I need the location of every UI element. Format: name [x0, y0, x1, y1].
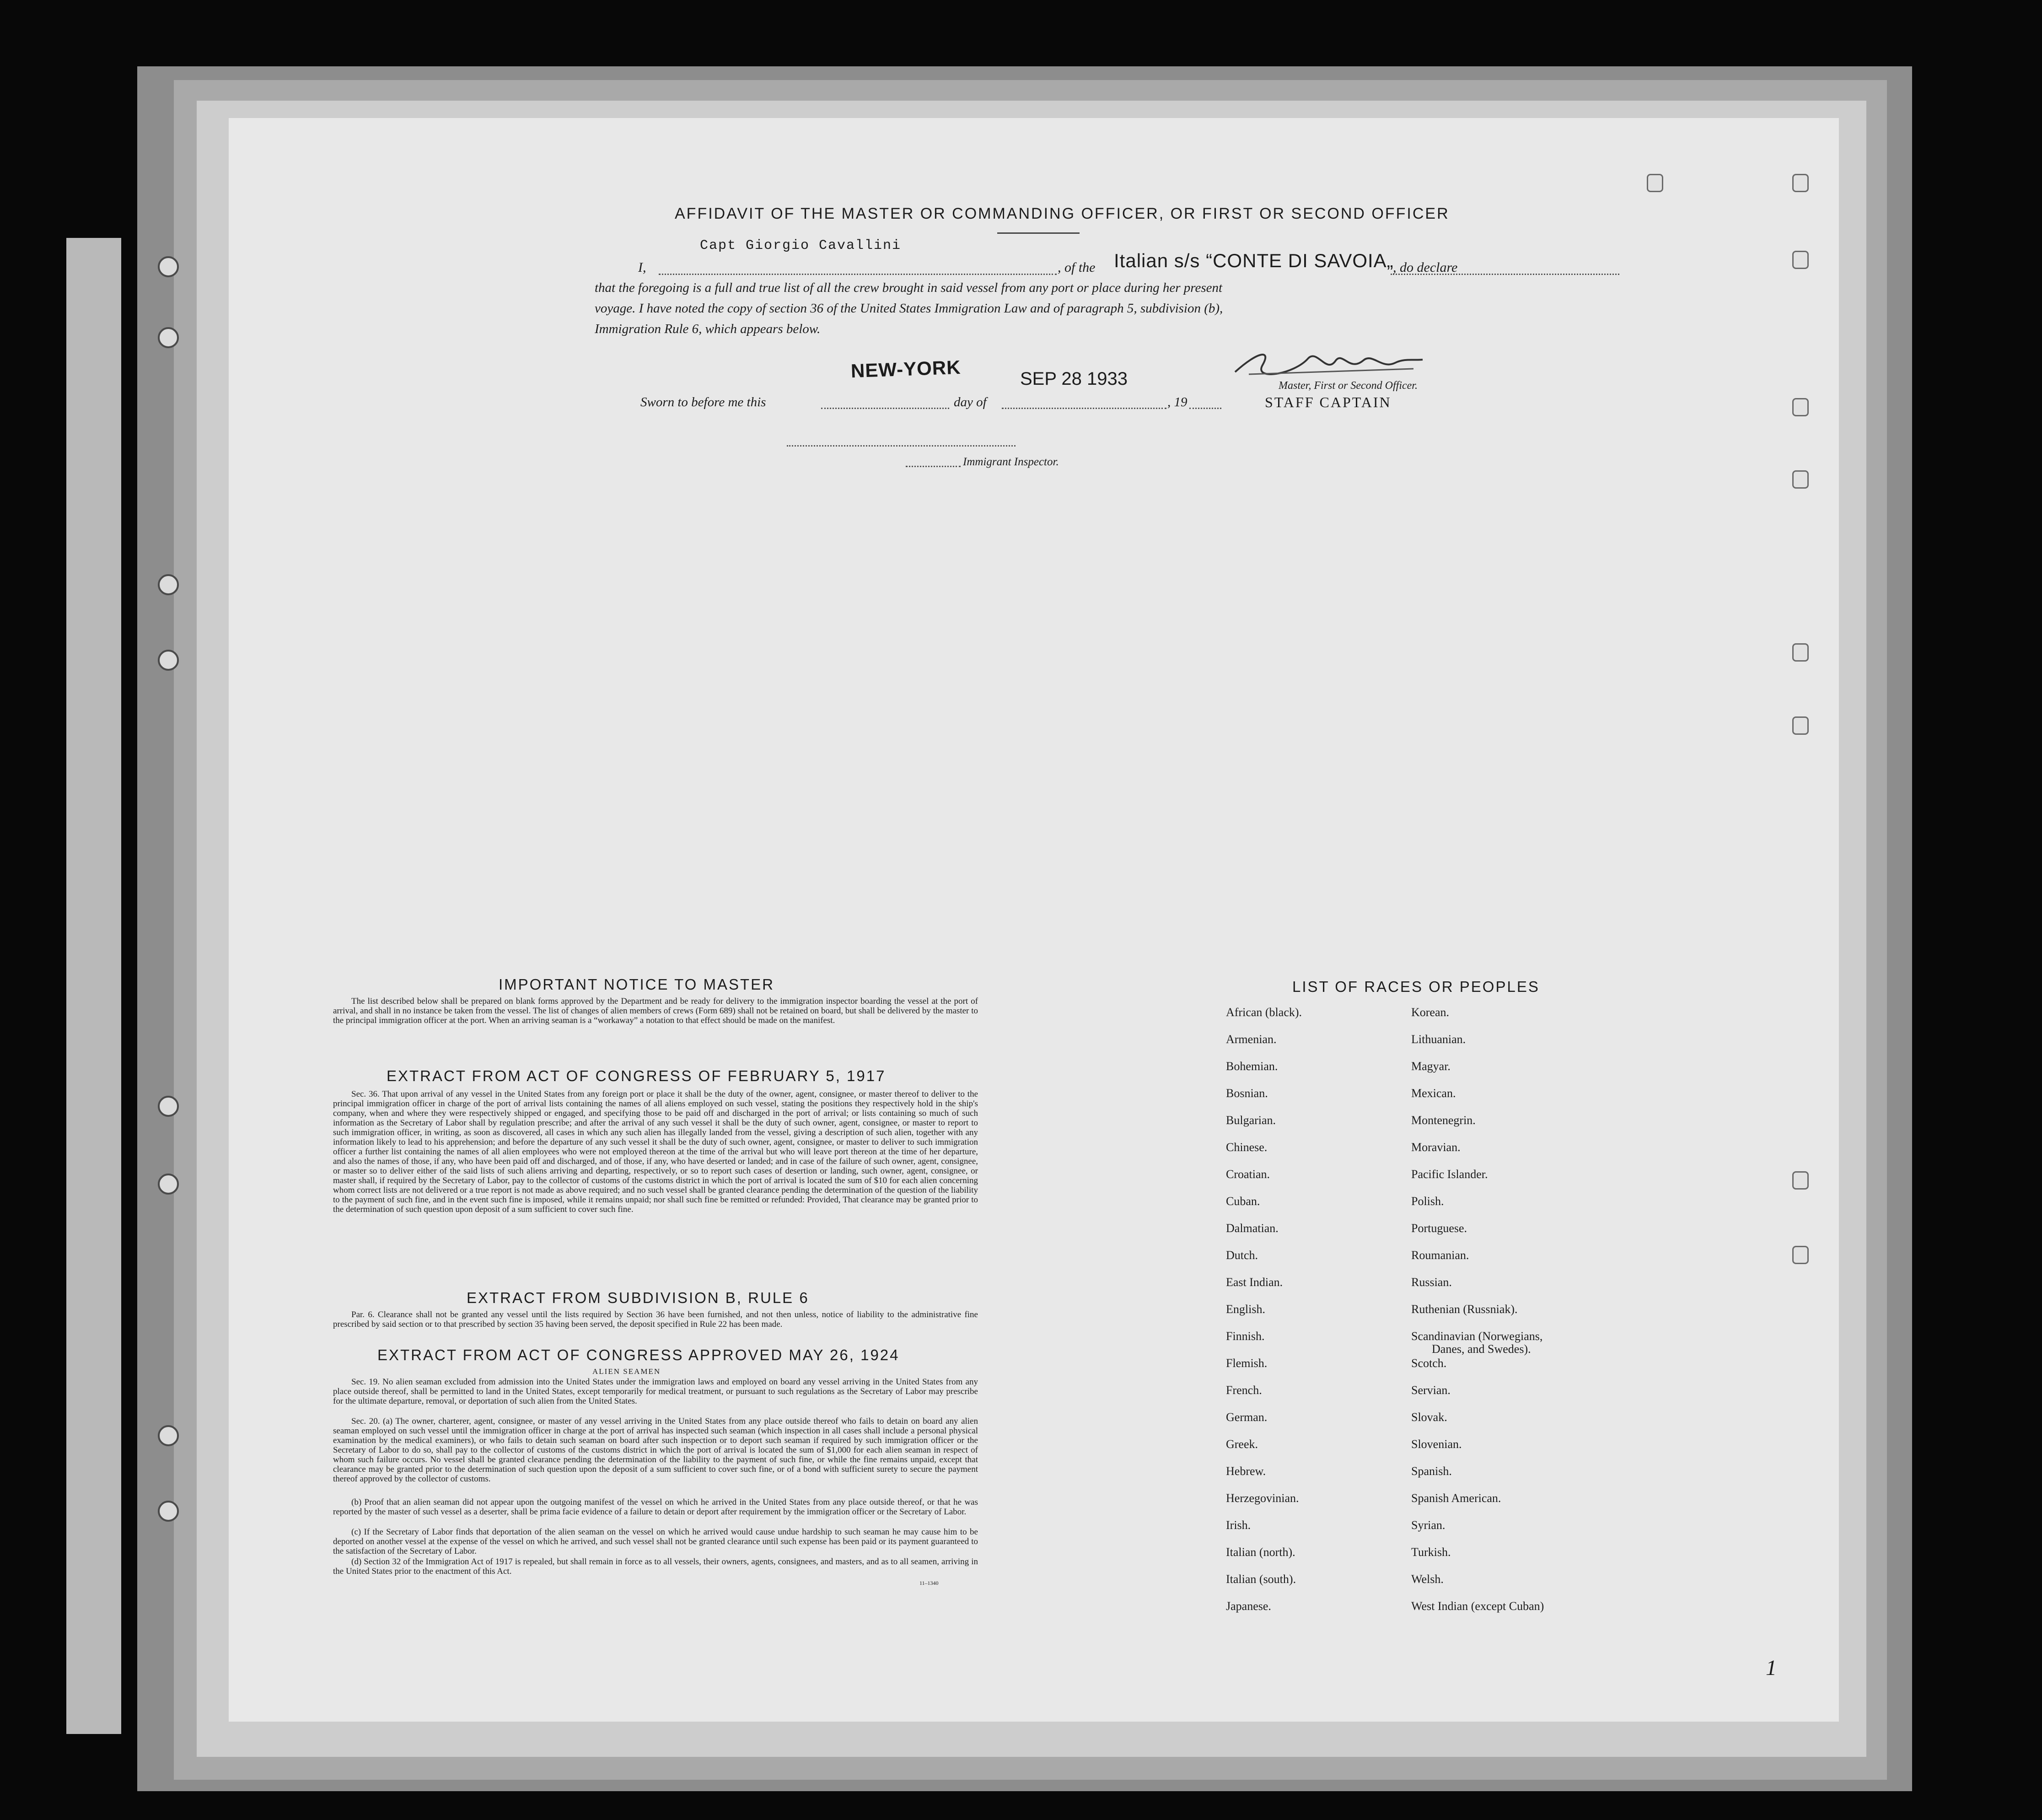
divider — [997, 232, 1080, 234]
race-item: Italian (north). — [1226, 1545, 1295, 1559]
affidavit-body-3: Immigration Rule 6, which appears below. — [595, 322, 821, 336]
race-item: West Indian (except Cuban) — [1411, 1599, 1544, 1613]
race-item: Turkish. — [1411, 1545, 1451, 1559]
punch-hole — [1792, 1171, 1809, 1190]
inspector-label: Immigrant Inspector. — [963, 456, 1059, 468]
race-item-continuation: Danes, and Swedes). — [1432, 1342, 1531, 1356]
race-item: Syrian. — [1411, 1518, 1446, 1532]
race-item: Spanish American. — [1411, 1492, 1501, 1505]
act-1924-sec20d: (d) Section 32 of the Immigration Act of 1917 is repealed, but shall remain in force as to all vessels, their owners, agents, consignees, and masters, and as to all seamen, arriving in the United States prior to the enactment of this Act. — [333, 1557, 978, 1576]
race-item: Magyar. — [1411, 1060, 1451, 1073]
race-item: Moravian. — [1411, 1141, 1461, 1154]
punch-hole — [158, 1096, 179, 1117]
sworn-label: Sworn to before me this — [640, 395, 766, 409]
i-label: I, — [638, 260, 646, 275]
sworn-line — [821, 408, 949, 409]
date-stamp: SEP 28 1933 — [1020, 369, 1128, 389]
race-item: Welsh. — [1411, 1572, 1444, 1586]
race-item: Bosnian. — [1226, 1087, 1268, 1100]
staff-captain-stamp: STAFF CAPTAIN — [1265, 394, 1392, 410]
act-1924-subtitle: ALIEN SEAMEN — [592, 1367, 661, 1376]
race-item: Italian (south). — [1226, 1572, 1296, 1586]
form-number: 11–1340 — [919, 1580, 939, 1586]
punch-hole — [158, 1501, 179, 1522]
act-1924-sec20c: (c) If the Secretary of Labor finds that deportation of the alien seaman on the vessel on which he arrived would cause undue hardship to such seaman he may cause him to be deported on another vessel at the expense of the vessel on which he arrived, and such vessel shall not be granted clearance until such expense has been paid or its payment guaranteed to the satisfaction of the Secretary of Labor. — [333, 1527, 978, 1556]
race-item: Polish. — [1411, 1195, 1444, 1208]
race-item: Slovak. — [1411, 1411, 1447, 1424]
of-the-label: , of the — [1058, 260, 1096, 275]
rule6-text: Par. 6. Clearance shall not be granted any vessel until the lists required by Section 36 have been furnished, and not then unless, notice of liability to the administrative fine prescribed by said section or to that prescribed by section 35 having been served, the deposit specified in Rule 22 has been made. — [333, 1310, 978, 1329]
race-item: Scotch. — [1411, 1357, 1447, 1370]
act-1924-title: EXTRACT FROM ACT OF CONGRESS APPROVED MAY 26, 1924 — [377, 1346, 900, 1363]
master-name: Capt Giorgio Cavallini — [700, 238, 902, 253]
punch-hole — [1792, 1246, 1809, 1264]
day-of-label: day of — [954, 395, 987, 409]
race-item: Montenegrin. — [1411, 1114, 1476, 1127]
race-item: French. — [1226, 1384, 1262, 1397]
race-item: Greek. — [1226, 1438, 1258, 1451]
race-item: Ruthenian (Russniak). — [1411, 1303, 1518, 1316]
rule6-title: EXTRACT FROM SUBDIVISION B, RULE 6 — [467, 1289, 809, 1306]
race-item: Pacific Islander. — [1411, 1168, 1488, 1181]
punch-hole — [158, 574, 179, 595]
race-item: Spanish. — [1411, 1465, 1452, 1478]
punch-hole — [158, 1425, 179, 1446]
race-item: Flemish. — [1226, 1357, 1268, 1370]
race-item: Irish. — [1226, 1518, 1251, 1532]
inspector-line — [906, 466, 961, 467]
race-item: Chinese. — [1226, 1141, 1268, 1154]
inspector-signature-line — [787, 445, 1016, 447]
act-1924-sec19: Sec. 19. No alien seaman excluded from admission into the United States under the immigration laws and employed on board any vessel arriving in the United States from any place outside thereof, shall be permitted to land in the United States, except temporarily for medical treatment, or pursuant to such regulations as the Secretary of Labor may prescribe for the ultimate departure, removal, or deportation of such alien from the United States. — [333, 1377, 978, 1406]
name-line — [659, 274, 1057, 275]
race-item: Armenian. — [1226, 1033, 1277, 1046]
race-item: Servian. — [1411, 1384, 1451, 1397]
races-title: LIST OF RACES OR PEOPLES — [1292, 978, 1540, 995]
act-1917-text: Sec. 36. That upon arrival of any vessel in the United States from any foreign port or place it shall be the duty of the owner, agent, consignee, or master thereof to deliver to the principal immigration officer in charge of the port of arrival lists containing the names of all aliens employed on such vessel, stating the positions they respectively hold in the ship's company, when and where they were respectively shipped or engaged, and specifying those to be paid off and discharged in the port of arrival; or lists containing so much of such information as the Secretary of Labor shall by regulation prescribe; and after the arrival of any such vessel it shall be the duty of such owner, agent, consignee, or master to report to such immigration officer, in writing, as soon as discovered, all cases in which any such alien has illegally landed from the vessel, giving a description of such alien, together with any information likely to lead to his apprehension; and before the departure of any such vessel it shall be the duty of such owner, agent, consignee, or master to deliver to such immigration officer a further list containing the names of all alien employees who were not employed thereon at the time of the arrival but who will leave port thereon at the time of her departure, and also the names of those, if any, who have been paid off and discharged, and of those, if any, who have deserted or landed; and in case of the failure of such owner, agent, consignee, or master so to deliver either of the said lists of such aliens arriving and departing, respectively, or so to report such cases of desertion or landing, such owner, agent, consignee, or master shall, if required by the Secretary of Labor, pay to the collector of customs of the customs district in which the port of arrival is located the sum of $10 for each alien concerning whom correct lists are not delivered or a true report is not made as above required; and no such vessel shall be granted clearance pending the determination of the question of the liability to the payment of such fine, and in the event such fine is imposed, while it remains unpaid; nor shall such fine be remitted or refunded: Provided, That clearance may be granted prior to the determination of such question upon deposit of a sum sufficient to cover such fine. — [333, 1089, 978, 1214]
race-item: Korean. — [1411, 1006, 1450, 1019]
master-caption: Master, First or Second Officer. — [1279, 380, 1418, 392]
punch-hole — [1792, 174, 1809, 192]
race-item: Dalmatian. — [1226, 1222, 1279, 1235]
punch-hole — [1792, 716, 1809, 735]
punch-hole — [1647, 174, 1663, 192]
race-item: Herzegovinian. — [1226, 1492, 1299, 1505]
punch-hole — [1792, 470, 1809, 489]
race-item: Russian. — [1411, 1276, 1452, 1289]
place-stamp: NEW-YORK — [850, 356, 962, 382]
race-item: Croatian. — [1226, 1168, 1270, 1181]
form-page — [229, 118, 1839, 1722]
punch-hole — [1792, 643, 1809, 662]
race-item: African (black). — [1226, 1006, 1302, 1019]
punch-hole — [1792, 251, 1809, 269]
act-1924-sec20a: Sec. 20. (a) The owner, charterer, agent, consignee, or master of any vessel arriving in the United States from any place outside thereof who fails to detain on board any alien seaman employed on such vessel until the immigration officer in charge at the port of arrival has inspected such seaman (which inspection in all cases shall include a personal physical examination by the medical examiners), or who fails to detain such seaman on board after such inspection or to deport such seaman if required by such immigration officer or the Secretary of Labor to do so, shall pay to the collector of customs of the customs district in which the port of arrival is located the sum of $1,000 for each alien seaman in respect of whom such failure occurs. No vessel shall be granted clearance pending the determination of the liability to the payment of such fine, or while the fine remains unpaid, except that clearance may be granted prior to the determination of such question upon the deposit of a sum sufficient to cover such fine, or of a bond with sufficient surety to secure the payment thereof approved by the collector of customs. — [333, 1416, 978, 1484]
master-signature — [1231, 347, 1427, 383]
race-item: German. — [1226, 1411, 1268, 1424]
page-mark: 1 — [1766, 1656, 1777, 1680]
do-declare-label: , do declare — [1393, 260, 1458, 275]
punch-hole — [158, 256, 179, 277]
race-item: English. — [1226, 1303, 1265, 1316]
race-item: Hebrew. — [1226, 1465, 1266, 1478]
affidavit-body-1: that the foregoing is a full and true list of all the crew brought in said vessel from any port or place during her present — [595, 280, 1223, 295]
affidavit-title: AFFIDAVIT OF THE MASTER OR COMMANDING OFFICER, OR FIRST OR SECOND OFFICER — [675, 205, 1450, 222]
nineteen-label: , 19 — [1167, 395, 1188, 409]
race-item: Bohemian. — [1226, 1060, 1278, 1073]
binder-strip — [66, 238, 121, 1734]
race-item: Bulgarian. — [1226, 1114, 1276, 1127]
race-item: Scandinavian (Norwegians, — [1411, 1330, 1543, 1343]
race-item: Lithuanian. — [1411, 1033, 1466, 1046]
notice-text: The list described below shall be prepared on blank forms approved by the Department and be ready for delivery to the immigration inspector boarding the vessel at the port of arrival, and shall in no instance be taken from the vessel. The list of changes of alien members of crews (Form 689) shall not be retained on board, but shall be delivered by the master to the principal immigration officer at the port. When an arriving seaman is a “workaway” a notation to that effect should be made on the manifest. — [333, 996, 978, 1025]
race-item: East Indian. — [1226, 1276, 1283, 1289]
race-item: Mexican. — [1411, 1087, 1456, 1100]
vessel-name: Italian s/s “CONTE DI SAVOIA„ — [1114, 250, 1394, 271]
race-item: Cuban. — [1226, 1195, 1260, 1208]
year-line — [1189, 408, 1221, 409]
punch-hole — [1792, 398, 1809, 416]
punch-hole — [158, 327, 179, 348]
act-1924-sec20b: (b) Proof that an alien seaman did not appear upon the outgoing manifest of the vessel on which he arrived in the United States from any place outside thereof, or that he was reported by the master of such vessel as a deserter, shall be prima facie evidence of a failure to detain or deport after requirement by the immigration officer or the Secretary of Labor. — [333, 1497, 978, 1517]
race-item: Portuguese. — [1411, 1222, 1467, 1235]
race-item: Japanese. — [1226, 1599, 1271, 1613]
act-1917-title: EXTRACT FROM ACT OF CONGRESS OF FEBRUARY 5, 1917 — [387, 1067, 886, 1084]
punch-hole — [158, 650, 179, 671]
race-item: Roumanian. — [1411, 1249, 1469, 1262]
race-item: Dutch. — [1226, 1249, 1258, 1262]
race-item: Slovenian. — [1411, 1438, 1462, 1451]
races-table — [1226, 1006, 1638, 1619]
punch-hole — [158, 1174, 179, 1195]
day-line — [1002, 408, 1166, 409]
affidavit-body-2: voyage. I have noted the copy of section 36 of the United States Immigration Law and of paragraph 5, subdivision (b), — [595, 301, 1223, 316]
race-item: Finnish. — [1226, 1330, 1265, 1343]
notice-title: IMPORTANT NOTICE TO MASTER — [499, 976, 775, 993]
